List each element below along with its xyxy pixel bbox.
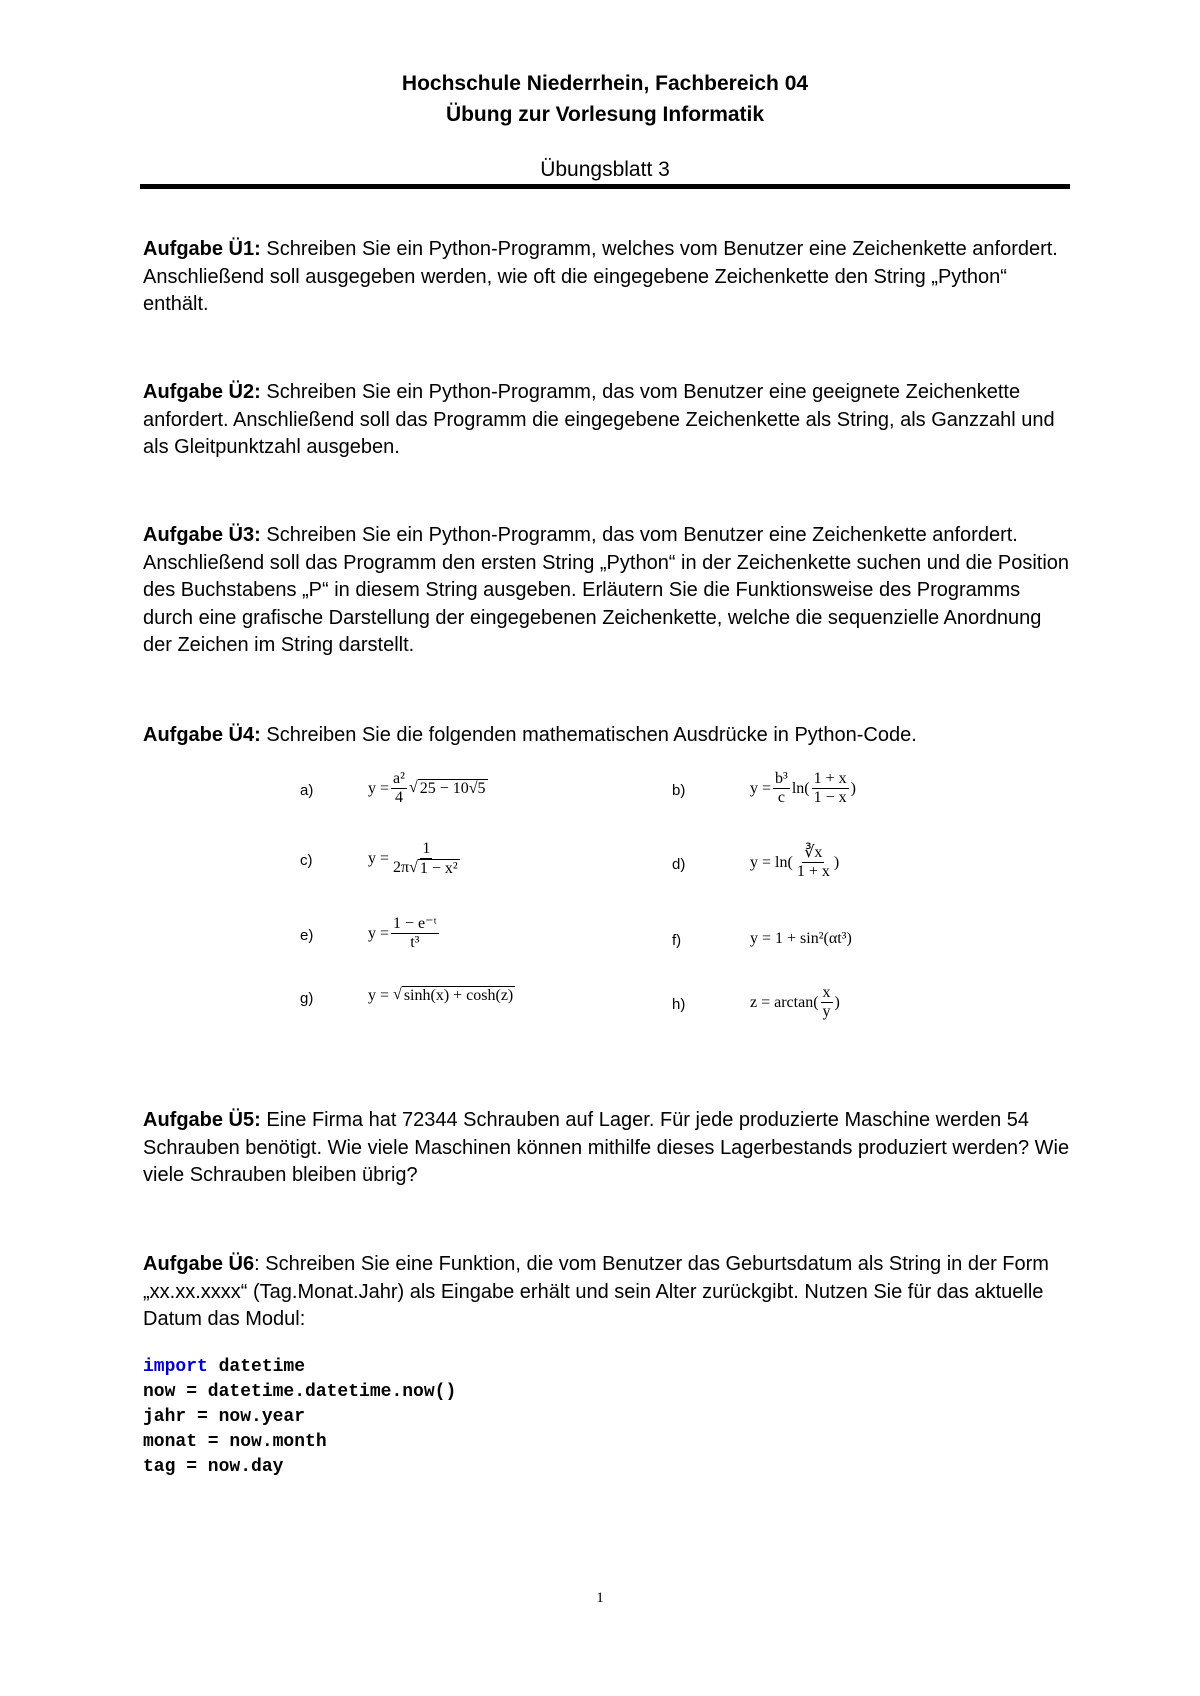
formula-lhs: y = [750, 853, 772, 871]
formula-h [750, 984, 840, 1021]
formula-numerator: 1 [422, 840, 431, 857]
task-text: Schreiben Sie ein Python-Programm, welches vom Benutzer eine Zeichenkette anfordert. Anschließend soll ausgegeben werden, wie oft die eingegebene Zeichenkette den String „Python“ enthält. [143, 238, 1058, 315]
task-label: Aufgabe Ü3: [143, 524, 261, 546]
task-u3 [143, 522, 1073, 660]
formula-lhs: y = [368, 986, 390, 1004]
formula-numerator: 1 − e⁻ᵗ [393, 915, 437, 932]
formula-f [750, 930, 852, 948]
formula-g [368, 986, 515, 1005]
task-label: Aufgabe Ü2: [143, 381, 261, 403]
formula-a-tag: a) [300, 782, 314, 799]
task-u5 [143, 1107, 1073, 1190]
formula-block [300, 762, 920, 1042]
formula-c [368, 840, 464, 878]
formula-function: arctan( [774, 993, 819, 1011]
formula-paren: ) [834, 993, 840, 1011]
page-number: 1 [596, 1590, 604, 1606]
institution-title: Hochschule Niederrhein, Fachbereich 04 [401, 72, 809, 95]
formula-b-tag: b) [672, 782, 686, 799]
formula-e-tag: e) [300, 927, 314, 944]
task-text: Schreiben Sie die folgenden mathematischen Ausdrücke in Python-Code. [260, 724, 917, 746]
formula-numerator: a² [393, 770, 405, 787]
formula-denominator: t³ [410, 934, 420, 951]
formula-f-tag: f) [672, 932, 682, 949]
formula-lhs: y = [750, 930, 772, 947]
course-title: Übung zur Vorlesung Informatik [445, 103, 765, 126]
task-u4 [143, 722, 1073, 750]
sqrt-sign: √ [408, 779, 418, 796]
formula-expression: 1 + sin²(αt³) [775, 930, 852, 947]
formula-paren: ) [833, 853, 840, 871]
formula-lhs: y = [368, 850, 390, 867]
formula-numerator: b³ [775, 770, 788, 787]
formula-lhs: y = [368, 779, 390, 797]
formula-radicand: 25 − 10√5 [419, 780, 486, 797]
formula-numerator: ∛x [804, 844, 823, 861]
formula-function: ln( [791, 779, 810, 797]
task-text: Eine Firma hat 72344 Schrauben auf Lager. Für jede produzierte Maschine werden 54 Schrauben benötigt. Wie viele Maschinen können mithilfe dieses Lagerbestands produziert werden? Wie viele Schrauben bleiben übrig? [143, 1109, 1070, 1186]
code-line: jahr = now.year [143, 1407, 306, 1427]
task-label: Aufgabe Ü4: [143, 724, 261, 746]
formula-denominator: y [822, 1003, 831, 1020]
formula-paren: ) [850, 779, 856, 797]
formula-function: ln( [775, 853, 793, 871]
code-keyword: import [143, 1357, 208, 1377]
sheet-title: Übungsblatt 3 [540, 158, 670, 181]
formula-denominator: 1 + x [796, 863, 830, 880]
code-line: monat = now.month [143, 1432, 327, 1452]
formula-d [750, 844, 839, 881]
formula-d-tag: d) [672, 856, 686, 873]
formula-denominator: 2π [393, 859, 410, 876]
code-text: datetime [207, 1357, 306, 1377]
sqrt-sign: √ [409, 859, 418, 876]
formula-denominator: c [777, 789, 785, 806]
formula-lhs: y = [368, 924, 390, 942]
task-text: Schreiben Sie ein Python-Programm, das vom Benutzer eine geeignete Zeichenkette anfordert. Anschließend soll das Programm die eingegebene Zeichenkette als String, als Ganzzahl und als Gleitpunktzahl ausgeben. [143, 381, 1055, 458]
code-line: now = datetime.datetime.now() [143, 1382, 457, 1402]
task-text: : Schreiben Sie eine Funktion, die vom Benutzer das Geburtsdatum als String in der Form „xx.xx.xxxx“ (Tag.Monat.Jahr) als Eingabe erhält und sein Alter zurückgibt. Nutzen Sie für das aktuelle Datum das Modul: [143, 1253, 1049, 1330]
sqrt-sign: √ [393, 986, 402, 1003]
task-u1 [143, 236, 1073, 319]
code-line [143, 1355, 456, 1380]
task-u6 [143, 1251, 1073, 1334]
task-label: Aufgabe Ü1: [143, 238, 261, 260]
formula-e [368, 915, 441, 952]
header-rule [140, 184, 1070, 189]
formula-numerator: x [822, 984, 831, 1001]
formula-numerator: 1 + x [813, 770, 847, 787]
task-label: Aufgabe Ü5: [143, 1109, 261, 1131]
formula-b [750, 770, 856, 807]
formula-denominator: 1 − x [813, 789, 847, 806]
code-snippet [143, 1355, 456, 1480]
task-text: Schreiben Sie ein Python-Programm, das vom Benutzer eine Zeichenkette anfordert. Anschließend soll das Programm den ersten String „Python“ in der Zeichenkette suchen und die Position des Buchstabens „P“ in diesem String ausgeben. Erläutern Sie die Funktionsweise des Programms durch eine grafische Darstellung der eingegebenen Zeichenkette, welche die sequenzielle Anordnung der Zeichen im String darstellt. [143, 524, 1070, 656]
formula-radicand: 1 − x² [419, 860, 458, 877]
formula-denominator: 4 [394, 789, 403, 806]
formula-a [368, 770, 488, 807]
formula-radicand: sinh(x) + cosh(z) [403, 987, 514, 1004]
formula-g-tag: g) [300, 990, 314, 1007]
task-u2 [143, 379, 1073, 462]
formula-lhs: y = [750, 779, 772, 797]
code-line: tag = now.day [143, 1457, 284, 1477]
formula-c-tag: c) [300, 852, 313, 869]
formula-lhs: z = [750, 993, 771, 1011]
formula-h-tag: h) [672, 996, 686, 1013]
task-label: Aufgabe Ü6 [143, 1253, 255, 1275]
